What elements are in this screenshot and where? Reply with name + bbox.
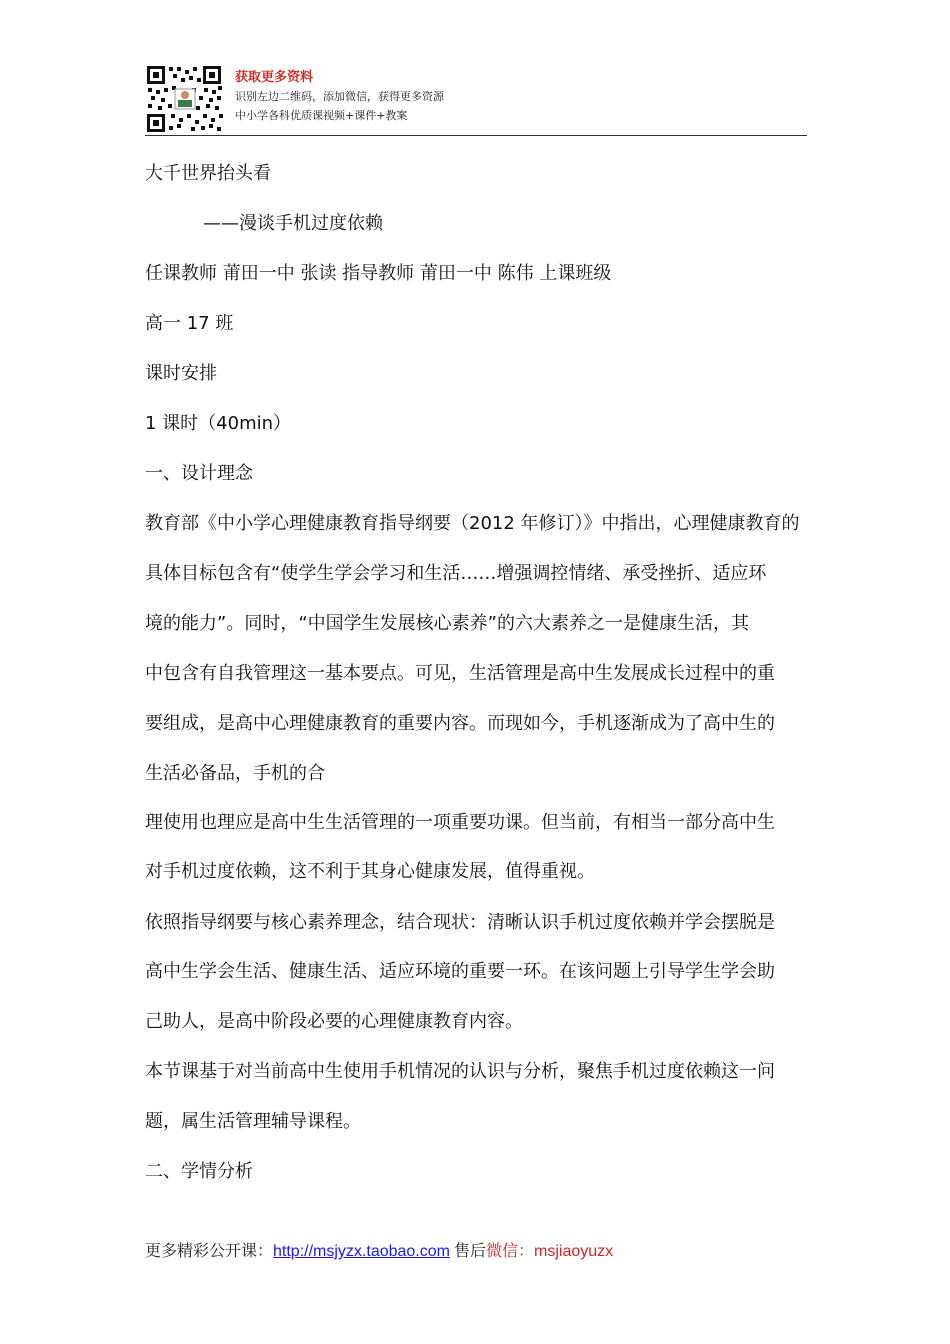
- doc-title: 大千世界抬头看: [145, 163, 271, 184]
- doc-subtitle: ——漫谈手机过度依赖: [203, 213, 383, 234]
- qr-code-icon: [145, 64, 225, 134]
- header-title: 获取更多资料: [235, 70, 314, 85]
- page-header: [145, 64, 807, 136]
- paragraph-line: 教育部《中小学心理健康教育指导纲要（2012 年修订）》中指出，心理健康教育的: [145, 513, 800, 534]
- paragraph-line: 境的能力”。同时，“中国学生发展核心素养”的六大素养之一是健康生活，其: [145, 613, 749, 634]
- paragraph-line: 具体目标包含有“使学生学会学习和生活……增强调控情绪、承受挫折、适应环: [145, 563, 767, 584]
- class-line: 高一 17 班: [145, 313, 234, 334]
- section-heading: 二、学情分析: [145, 1161, 253, 1182]
- paragraph-line: 己助人，是高中阶段必要的心理健康教育内容。: [145, 1011, 523, 1032]
- paragraph-line: 题，属生活管理辅导课程。: [145, 1111, 361, 1132]
- paragraph-line: 依照指导纲要与核心素养理念，结合现状：清晰认识手机过度依赖并学会摆脱是: [145, 912, 775, 933]
- paragraph-line: 对手机过度依赖，这不利于其身心健康发展，值得重视。: [145, 861, 595, 882]
- store-link[interactable]: http://msjyzx.taobao.com: [273, 1243, 450, 1260]
- paragraph-line: 理使用也理应是高中生生活管理的一项重要功课。但当前，有相当一部分高中生: [145, 812, 775, 833]
- section-label: 课时安排: [145, 363, 217, 384]
- header-divider: [145, 135, 807, 136]
- footer-after-sale: 售后: [449, 1243, 486, 1260]
- paragraph-line: 要组成，是高中心理健康教育的重要内容。而现如今，手机逐渐成为了高中生的: [145, 713, 775, 734]
- footer-prefix: 更多精彩公开课：: [145, 1243, 274, 1260]
- duration-line: 1 课时（40min）: [145, 413, 292, 434]
- footer-wechat-id: msjiaoyuzx: [534, 1243, 614, 1260]
- paragraph-line: 生活必备品，手机的合: [145, 763, 325, 784]
- footer-wechat-label: 微信：: [486, 1243, 535, 1260]
- teacher-info-line: 任课教师 莆田一中 张读 指导教师 莆田一中 陈伟 上课班级: [145, 263, 612, 284]
- paragraph-line: 本节课基于对当前高中生使用手机情况的认识与分析，聚焦手机过度依赖这一问: [145, 1061, 775, 1082]
- header-subtitle-line: 中小学各科优质课视频+课件+教案: [235, 109, 408, 122]
- page-footer: [145, 1241, 613, 1263]
- header-text-block: [235, 69, 444, 125]
- header-subtitle-line: 识别左边二维码，添加微信，获得更多资源: [235, 90, 444, 103]
- paragraph-line: 高中生学会生活、健康生活、适应环境的重要一环。在该问题上引导学生学会助: [145, 961, 775, 982]
- section-heading: 一、设计理念: [145, 463, 253, 484]
- paragraph-line: 中包含有自我管理这一基本要点。可见，生活管理是高中生发展成长过程中的重: [145, 663, 775, 684]
